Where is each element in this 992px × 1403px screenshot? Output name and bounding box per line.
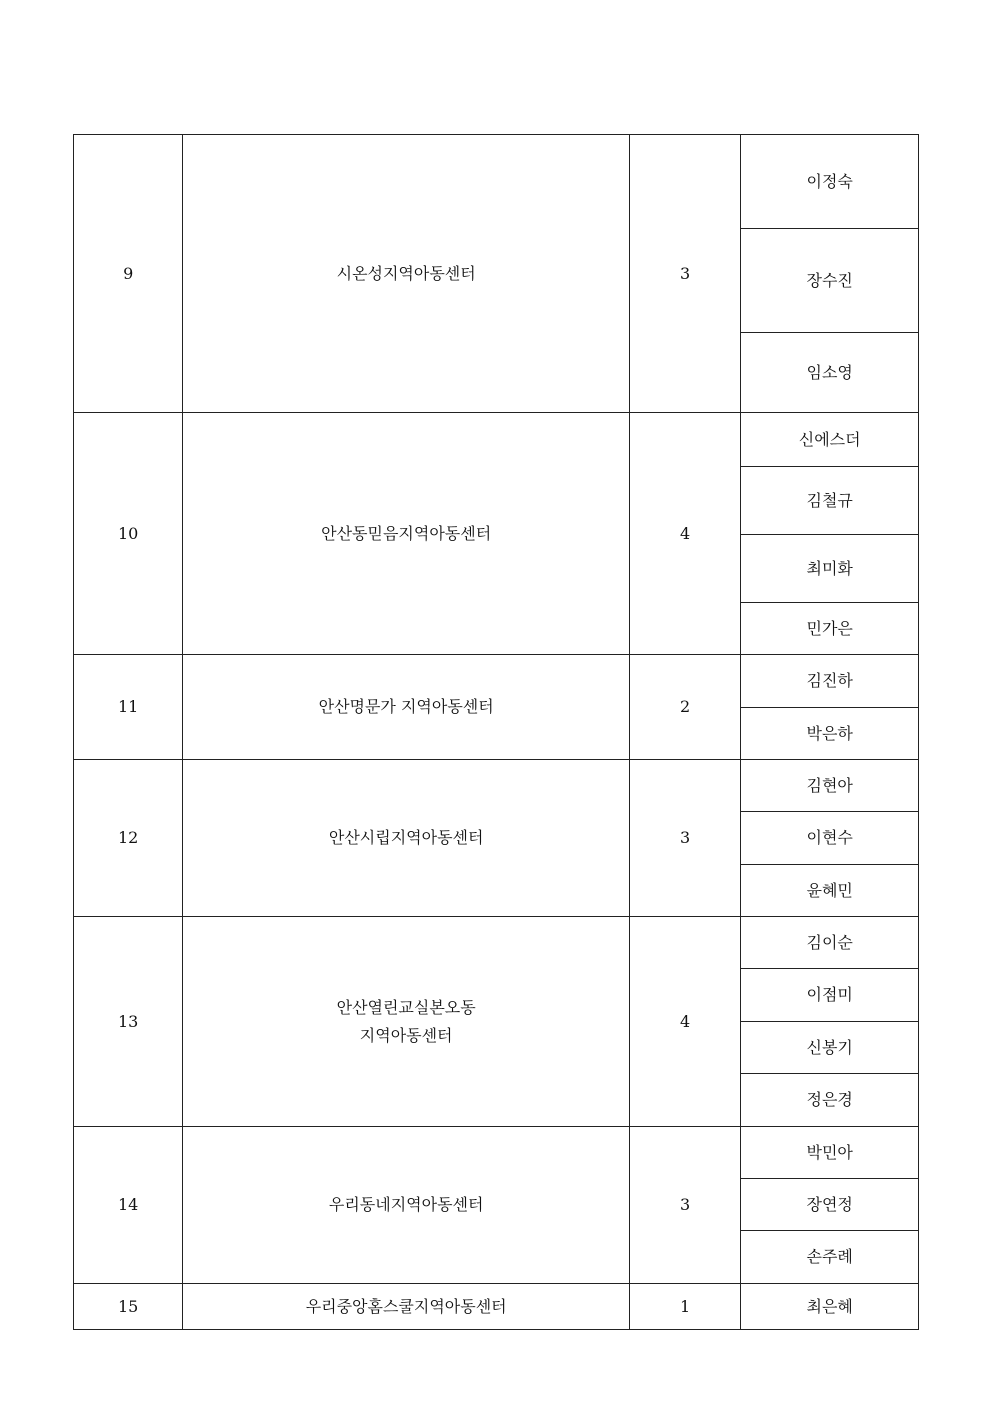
staff-name: 김현아 xyxy=(741,760,919,812)
staff-count: 3 xyxy=(629,760,740,917)
staff-name: 최미화 xyxy=(741,535,919,603)
staff-count: 3 xyxy=(629,135,740,413)
center-name: 우리중앙홈스쿨지역아동센터 xyxy=(183,1284,630,1330)
center-name: 안산시립지역아동센터 xyxy=(183,760,630,917)
staff-name: 민가은 xyxy=(741,603,919,655)
staff-name: 이점미 xyxy=(741,969,919,1022)
staff-name: 신에스더 xyxy=(741,413,919,467)
center-name: 시온성지역아동센터 xyxy=(183,135,630,413)
staff-name: 박민아 xyxy=(741,1127,919,1179)
staff-name: 장연정 xyxy=(741,1179,919,1231)
staff-count: 4 xyxy=(629,413,740,655)
center-name-line: 지역아동센터 xyxy=(359,1025,453,1045)
row-number: 11 xyxy=(74,655,183,760)
center-name: 안산명문가 지역아동센터 xyxy=(183,655,630,760)
staff-name: 김진하 xyxy=(741,655,919,708)
center-name: 안산동믿음지역아동센터 xyxy=(183,413,630,655)
staff-name: 장수진 xyxy=(741,229,919,333)
row-number: 9 xyxy=(74,135,183,413)
center-name: 우리동네지역아동센터 xyxy=(183,1127,630,1284)
staff-name: 윤혜민 xyxy=(741,865,919,917)
staff-name: 김철규 xyxy=(741,467,919,535)
staff-name: 손주례 xyxy=(741,1231,919,1284)
staff-name: 이정숙 xyxy=(741,135,919,229)
staff-name: 신봉기 xyxy=(741,1022,919,1074)
center-name xyxy=(183,917,630,1127)
center-staff-table xyxy=(73,134,919,1330)
table-row xyxy=(74,135,919,229)
staff-name: 김이순 xyxy=(741,917,919,969)
staff-name: 임소영 xyxy=(741,333,919,413)
row-number: 10 xyxy=(74,413,183,655)
table-row xyxy=(74,1127,919,1179)
center-name-line: 안산열린교실본오동 xyxy=(336,998,476,1018)
staff-name: 최은혜 xyxy=(741,1284,919,1330)
staff-name: 박은하 xyxy=(741,708,919,760)
table-row xyxy=(74,917,919,969)
table-row xyxy=(74,760,919,812)
row-number: 12 xyxy=(74,760,183,917)
table-row xyxy=(74,1284,919,1330)
staff-count: 1 xyxy=(629,1284,740,1330)
row-number: 13 xyxy=(74,917,183,1127)
staff-count: 4 xyxy=(629,917,740,1127)
row-number: 14 xyxy=(74,1127,183,1284)
row-number: 15 xyxy=(74,1284,183,1330)
staff-count: 3 xyxy=(629,1127,740,1284)
staff-name: 정은경 xyxy=(741,1074,919,1127)
table-row xyxy=(74,655,919,708)
staff-name: 이현수 xyxy=(741,812,919,865)
staff-count: 2 xyxy=(629,655,740,760)
table-row xyxy=(74,413,919,467)
